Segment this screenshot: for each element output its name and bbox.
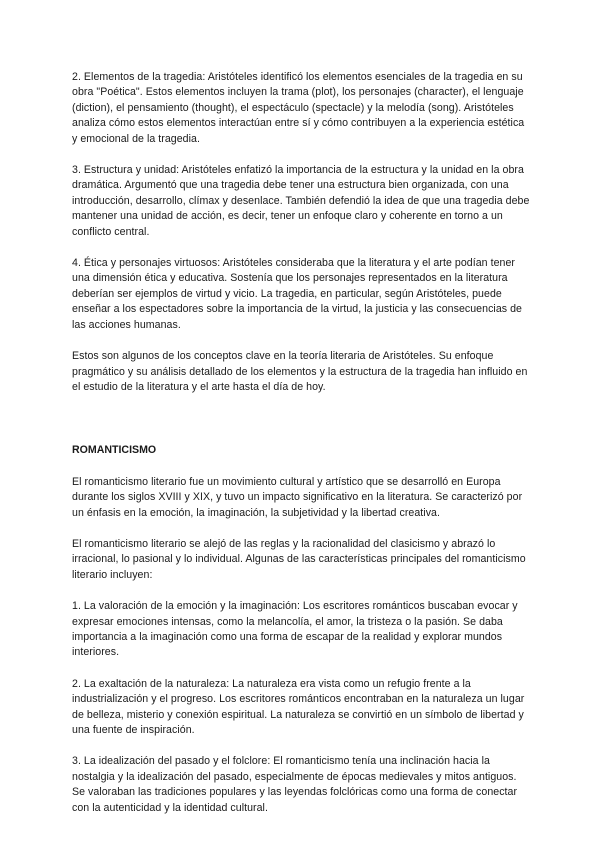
- paragraph-valoracion-emocion: 1. La valoración de la emoción y la imaginación: Los escritores románticos buscaban evocar y expresar emociones intensas, como la melancolía, el amor, la tristeza o la pasión. Se daba importancia a la imaginación como una forma de escapar de la realidad y explorar mundos interiores.: [72, 600, 518, 659]
- section-heading-romanticismo: ROMANTICISMO: [72, 444, 157, 457]
- document-page: [72, 70, 532, 832]
- paragraph-exaltacion-naturaleza: 2. La exaltación de la naturaleza: La naturaleza era vista como un refugio frente a la industrialización y el progreso. Los escritores románticos encontraban en la naturaleza un lugar de belleza, misterio y conexión espiritual. La naturaleza se convirtió en un símbolo de libertad y una fuente de inspiración.: [72, 677, 525, 736]
- paragraph-estructura-unidad: 3. Estructura y unidad: Aristóteles enfatizó la importancia de la estructura y la unidad en la obra dramática. Argumentó que una tragedia debe tener una estructura bien organizada, con una introducción, desarrollo, clímax y desenlace. También defendió la idea de que una tragedia debe mantener una unidad de acción, es decir, tener un enfoque claro y coherente en torno a un conflicto central.: [72, 164, 530, 238]
- paragraph-idealizacion-pasado: 3. La idealización del pasado y el folclore: El romanticismo tenía una inclinación hacia la nostalgia y la idealización del pasado, especialmente de épocas medievales y mitos antiguos. Se valoraban las tradiciones populares y las leyendas folclóricas como una forma de conectar con la autenticidad y la identidad cultural.: [72, 755, 518, 814]
- paragraph-romanticismo-caracteristicas: El romanticismo literario se alejó de las reglas y la racionalidad del clasicismo y abrazó lo irracional, lo pasional y lo individual. Algunas de las características principales del romanticismo literario incluyen:: [72, 537, 526, 581]
- paragraph-conclusion-aristoteles: Estos son algunos de los conceptos clave en la teoría literaria de Aristóteles. Su enfoque pragmático y su análisis detallado de los elementos y la estructura de la tragedia han influido en el estudio de la literatura y el arte hasta el día de hoy.: [72, 350, 528, 393]
- paragraph-elementos-tragedia: 2. Elementos de la tragedia: Aristóteles identificó los elementos esenciales de la tragedia en su obra "Poética". Estos elementos incluyen la trama (plot), los personajes (character), el lenguaje (diction), el pensamiento (thought), el espectáculo (spectacle) y la melodía (song). Aristóteles analiza cómo estos elementos interactúan entre sí y cómo contribuyen a la experiencia estética y emocional de la tragedia.: [72, 71, 525, 145]
- paragraph-romanticismo-intro: El romanticismo literario fue un movimiento cultural y artístico que se desarrolló en Europa durante los siglos XVIII y XIX, y tuvo un impacto significativo en la literatura. Se caracterizó por un énfasis en la emoción, la imaginación, la subjetividad y la libertad creativa.: [72, 475, 523, 519]
- paragraph-etica-personajes: 4. Ética y personajes virtuosos: Aristóteles consideraba que la literatura y el arte podían tener una dimensión ética y educativa. Sostenía que los personajes representados en la literatura deberían ser ejemplos de virtud y vicio. La tragedia, en particular, según Aristóteles, puede enseñar a los espectadores sobre la importancia de la virtud, la justicia y las consecuencias de las acciones humanas.: [72, 257, 522, 331]
